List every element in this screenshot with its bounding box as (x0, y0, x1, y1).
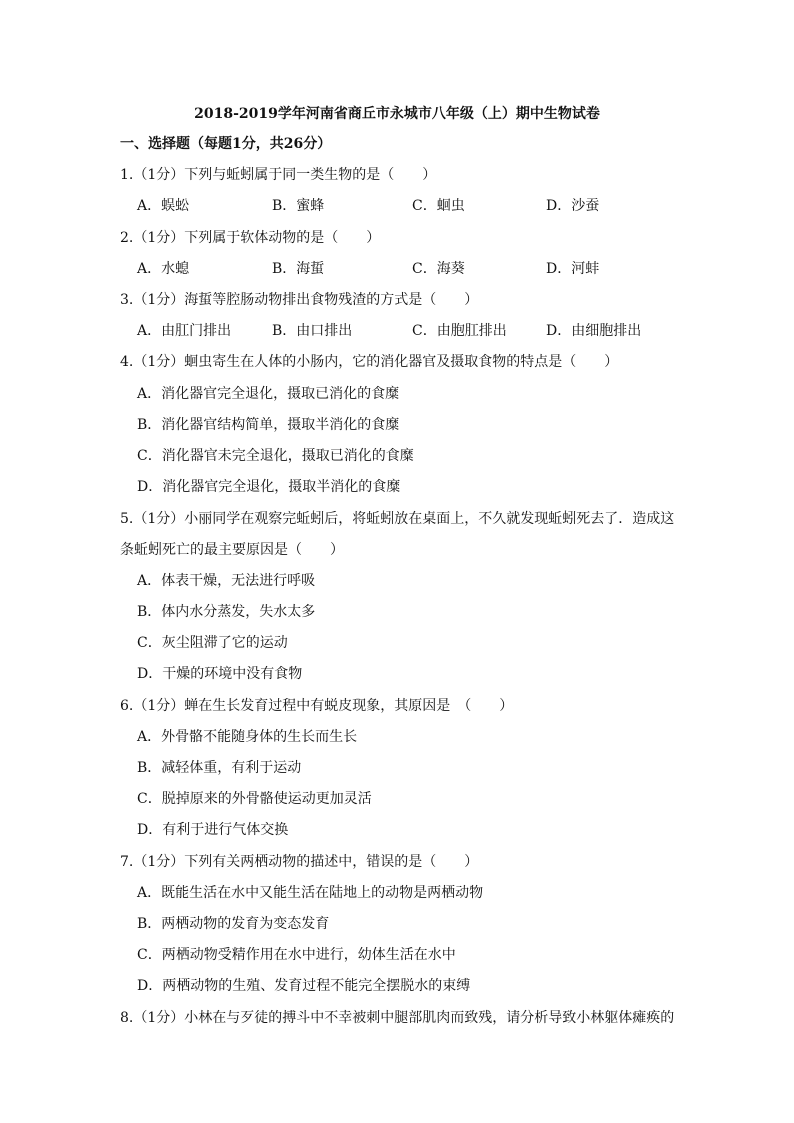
question-6-stem: 6.（1分）蝉在生长发育过程中有蜕皮现象，其原因是 （ ） (120, 698, 514, 714)
option-d: D．沙蚕 (546, 198, 600, 214)
option-b: B．蜜蜂 (272, 198, 325, 214)
question-1-stem: 1.（1分）下列与蚯蚓属于同一类生物的是（ ） (120, 167, 437, 183)
question-5-option-c: C．灰尘阻滞了它的运动 (137, 635, 288, 651)
page-title: 2018-2019学年河南省商丘市永城市八年级（上）期中生物试卷 (194, 106, 600, 122)
option-c: C．海葵 (412, 261, 465, 277)
option-c: C．由胞肛排出 (412, 323, 507, 339)
question-5-option-d: D．干燥的环境中没有食物 (137, 666, 303, 682)
question-7-option-b: B．两栖动物的发育为变态发育 (137, 916, 330, 932)
option-a: A．由肛门排出 (137, 323, 232, 339)
question-4-stem: 4.（1分）蛔虫寄生在人体的小肠内，它的消化器官及摄取食物的特点是（ ） (120, 354, 619, 370)
option-a: A．蜈蚣 (137, 198, 190, 214)
question-4-option-c: C．消化器官未完全退化，摄取已消化的食糜 (137, 448, 414, 464)
question-6-option-d: D．有利于进行气体交换 (137, 822, 289, 838)
question-6-option-c: C．脱掉原来的外骨骼使运动更加灵活 (137, 791, 372, 807)
question-5-stem-line2: 条蚯蚓死亡的最主要原因是（ ） (120, 542, 344, 558)
question-7-option-a: A．既能生活在水中又能生活在陆地上的动物是两栖动物 (137, 885, 484, 901)
option-b: B．由口排出 (272, 323, 353, 339)
option-b: B．海蜇 (272, 261, 325, 277)
question-7-stem: 7.（1分）下列有关两栖动物的描述中，错误的是（ ） (120, 854, 479, 870)
section-heading: 一、选择题（每题1分，共26分） (120, 136, 332, 152)
question-4-option-a: A．消化器官完全退化，摄取已消化的食糜 (137, 386, 400, 402)
question-5-option-b: B．体内水分蒸发，失水太多 (137, 604, 316, 620)
question-4-option-d: D．消化器官完全退化，摄取半消化的食糜 (137, 479, 401, 495)
question-5-option-a: A．体表干燥，无法进行呼吸 (137, 573, 316, 589)
question-2-stem: 2.（1分）下列属于软体动物的是（ ） (120, 230, 381, 246)
question-4-option-b: B．消化器官结构简单，摄取半消化的食糜 (137, 417, 400, 433)
option-a: A．水螅 (137, 261, 190, 277)
question-7-option-d: D．两栖动物的生殖、发育过程不能完全摆脱水的束缚 (137, 978, 471, 994)
option-d: D．河蚌 (546, 261, 600, 277)
question-3-stem: 3.（1分）海蜇等腔肠动物排出食物残渣的方式是（ ） (120, 292, 479, 308)
question-6-option-b: B．减轻体重，有利于运动 (137, 760, 302, 776)
question-7-option-c: C．两栖动物受精作用在水中进行，幼体生活在水中 (137, 947, 456, 963)
question-6-option-a: A．外骨骼不能随身体的生长而生长 (137, 729, 358, 745)
question-8-stem: 8.（1分）小林在与歹徒的搏斗中不幸被刺中腿部肌肉而致残，请分析导致小林躯体瘫痪的 (120, 1010, 675, 1026)
option-c: C．蛔虫 (412, 198, 465, 214)
option-d: D．由细胞排出 (546, 323, 642, 339)
question-5-stem-line1: 5.（1分）小丽同学在观察完蚯蚓后，将蚯蚓放在桌面上，不久就发现蚯蚓死去了．造成这 (120, 511, 675, 527)
